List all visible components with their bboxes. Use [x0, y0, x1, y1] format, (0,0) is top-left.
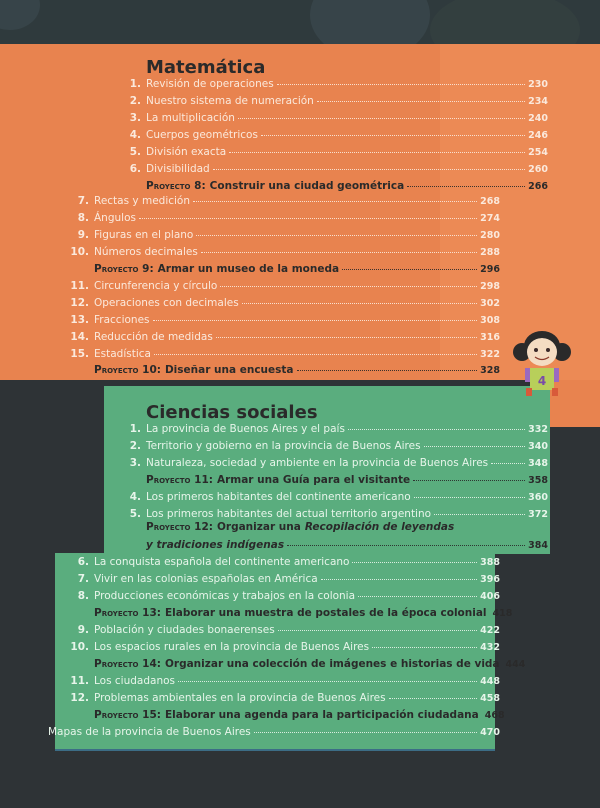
- page-number: 406: [480, 591, 500, 602]
- entry-title: Reducción de medidas: [94, 331, 213, 343]
- page-number: 280: [480, 230, 500, 241]
- leader-dots: [342, 268, 477, 270]
- entry-number: 3.: [129, 457, 141, 469]
- toc-project-entry[interactable]: [121, 474, 548, 491]
- toc-project-entry[interactable]: [121, 521, 548, 538]
- entry-title: La conquista española del continente americano: [94, 556, 350, 568]
- page-number: 234: [528, 96, 548, 107]
- toc-entry[interactable]: [121, 112, 548, 129]
- page-number: 316: [480, 332, 500, 343]
- entry-title: Los ciudadanos: [94, 675, 175, 687]
- entry-number: 12.: [70, 297, 89, 309]
- entry-title: Operaciones con decimales: [94, 297, 239, 309]
- toc-project-entry[interactable]: [69, 263, 500, 280]
- entry-number: 15.: [70, 348, 89, 360]
- leader-dots: [201, 251, 477, 253]
- page-number: 240: [528, 113, 548, 124]
- entry-title: Divisibilidad: [146, 163, 210, 175]
- entry-title: Diseñar una encuesta: [164, 364, 294, 376]
- page-number: 266: [528, 181, 548, 192]
- entry-number: 7.: [77, 195, 89, 207]
- page-number: 432: [480, 642, 500, 653]
- entry-number: 5.: [129, 146, 141, 158]
- entry-number: 8.: [77, 590, 89, 602]
- page-number: 384: [528, 540, 548, 551]
- toc-entry[interactable]: [69, 556, 500, 573]
- entry-number: 4.: [129, 491, 141, 503]
- toc-entry[interactable]: [69, 641, 500, 658]
- toc-entry[interactable]: [121, 423, 548, 440]
- entry-title: Elaborar una agenda para la participación ciudadana: [164, 709, 479, 721]
- project-keyword: Proyecto 12:: [146, 521, 213, 533]
- page-number: 246: [528, 130, 548, 141]
- page-number: 458: [480, 693, 500, 704]
- entry-title: Los primeros habitantes del actual territorio argentino: [146, 508, 432, 520]
- toc-entry[interactable]: [69, 229, 500, 246]
- leader-dots: [491, 462, 525, 464]
- page-number: 288: [480, 247, 500, 258]
- entry-title: Cuerpos geométricos: [146, 129, 258, 141]
- entry-title: Armar un museo de la moneda: [157, 263, 340, 275]
- toc-project-entry[interactable]: [69, 364, 500, 381]
- toc-project-entry[interactable]: [121, 539, 548, 556]
- entry-number: 6.: [129, 163, 141, 175]
- entry-title-italic: y tradiciones indígenas: [146, 539, 285, 551]
- leader-dots: [287, 544, 525, 546]
- entry-title: Problemas ambientales en la provincia de Buenos Aires: [94, 692, 386, 704]
- toc-entry[interactable]: [121, 457, 548, 474]
- toc-project-entry[interactable]: [69, 658, 526, 675]
- toc-entry[interactable]: [121, 440, 548, 457]
- page-number: 274: [480, 213, 500, 224]
- entry-title: Naturaleza, sociedad y ambiente en la provincia de Buenos Aires: [146, 457, 489, 469]
- leader-dots: [229, 151, 525, 153]
- entry-number: 11.: [70, 280, 89, 292]
- leader-dots: [242, 302, 477, 304]
- entry-number: 9.: [77, 624, 89, 636]
- project-keyword: Proyecto 11:: [146, 474, 213, 486]
- entry-title: Ángulos: [94, 212, 136, 224]
- entry-title: Nuestro sistema de numeración: [146, 95, 314, 107]
- entry-title: Armar una Guía para el visitante: [216, 474, 411, 486]
- entry-title: Vivir en las colonias españolas en América: [94, 573, 318, 585]
- leader-dots: [154, 353, 477, 355]
- gear-decoration-icon: [0, 0, 40, 30]
- leader-dots: [348, 428, 525, 430]
- page-number: 260: [528, 164, 548, 175]
- girl-mascot-icon: [512, 330, 572, 400]
- entry-number: 12.: [70, 692, 89, 704]
- entry-number: 6.: [77, 556, 89, 568]
- leader-dots: [358, 595, 477, 597]
- entry-number: 11.: [70, 675, 89, 687]
- page-number: 388: [480, 557, 500, 568]
- entry-title: Organizar una: [216, 521, 301, 533]
- page-number: 444: [505, 659, 526, 670]
- entry-title: La multiplicación: [146, 112, 235, 124]
- leader-dots: [414, 496, 525, 498]
- page-number: 332: [528, 424, 548, 435]
- leader-dots: [372, 646, 477, 648]
- leader-dots: [238, 117, 525, 119]
- leader-dots: [413, 479, 525, 481]
- page-number: 298: [480, 281, 500, 292]
- entry-number: 2.: [129, 440, 141, 452]
- leader-dots: [178, 680, 477, 682]
- entry-title: Organizar una colección de imágenes e historias de vida: [164, 658, 500, 670]
- entry-number: 5.: [129, 508, 141, 520]
- page-number: 470: [480, 727, 500, 738]
- toc-entry[interactable]: [69, 212, 500, 229]
- page-number: 422: [480, 625, 500, 636]
- entry-title: Figuras en el plano: [94, 229, 194, 241]
- page-number: 418: [492, 608, 513, 619]
- project-keyword: Proyecto 13:: [94, 607, 161, 619]
- entry-number: 4.: [129, 129, 141, 141]
- leader-dots: [153, 319, 478, 321]
- leader-dots: [193, 200, 477, 202]
- entry-number: 14.: [70, 331, 89, 343]
- toc-entry[interactable]: [69, 573, 500, 590]
- project-keyword: Proyecto 14:: [94, 658, 161, 670]
- page-number: 360: [528, 492, 548, 503]
- toc-entry[interactable]: [69, 675, 500, 692]
- page-number: 302: [480, 298, 500, 309]
- leader-dots: [407, 185, 525, 187]
- leader-dots: [297, 369, 478, 371]
- leader-dots: [277, 83, 525, 85]
- project-keyword: Proyecto 10:: [94, 364, 161, 376]
- project-keyword: Proyecto 9:: [94, 263, 154, 275]
- page-number: 340: [528, 441, 548, 452]
- leader-dots: [424, 445, 526, 447]
- entry-title: Producciones económicas y trabajos en la colonia: [94, 590, 356, 602]
- page-number: 254: [528, 147, 548, 158]
- leader-dots: [254, 731, 477, 733]
- entry-number: 1.: [129, 78, 141, 90]
- entry-number: 7.: [77, 573, 89, 585]
- toc-entry[interactable]: [43, 726, 500, 743]
- leader-dots: [434, 513, 525, 515]
- header-band: [0, 0, 600, 44]
- leader-dots: [321, 578, 478, 580]
- entry-title: La provincia de Buenos Aires y el país: [146, 423, 345, 435]
- page-number: 296: [480, 264, 500, 275]
- entry-number: 1.: [129, 423, 141, 435]
- entry-title-italic: Recopilación de leyendas: [304, 521, 455, 533]
- page-number: 468: [484, 710, 505, 721]
- entry-title: Estadística: [94, 348, 151, 360]
- entry-number: 10.: [70, 246, 89, 258]
- leader-dots: [278, 629, 477, 631]
- entry-title: Revisión de operaciones: [146, 78, 274, 90]
- toc-entry[interactable]: [69, 297, 500, 314]
- section-title-mathematics: Matemática: [146, 57, 266, 78]
- toc-entry[interactable]: [69, 280, 500, 297]
- toc-entry[interactable]: [69, 246, 500, 263]
- entry-title: Los primeros habitantes del continente americano: [146, 491, 411, 503]
- toc-project-entry[interactable]: [69, 709, 505, 726]
- entry-number: 2.: [129, 95, 141, 107]
- entry-title: Construir una ciudad geométrica: [209, 180, 405, 192]
- entry-title: Números decimales: [94, 246, 198, 258]
- leader-dots: [220, 285, 477, 287]
- leader-dots: [261, 134, 525, 136]
- toc-entry[interactable]: [69, 331, 500, 348]
- toc-entry[interactable]: [121, 129, 548, 146]
- leader-dots: [213, 168, 525, 170]
- leader-dots: [216, 336, 477, 338]
- page-number: 268: [480, 196, 500, 207]
- entry-title: Los espacios rurales en la provincia de Buenos Aires: [94, 641, 370, 653]
- leader-dots: [196, 234, 477, 236]
- leader-dots: [139, 217, 477, 219]
- leader-dots: [317, 100, 525, 102]
- entry-title: División exacta: [146, 146, 227, 158]
- toc-entry[interactable]: [69, 692, 500, 709]
- page-number: 372: [528, 509, 548, 520]
- toc-entry[interactable]: [121, 78, 548, 95]
- entry-number: 8.: [77, 212, 89, 224]
- page-number: 328: [480, 365, 500, 376]
- entry-number: 10.: [70, 641, 89, 653]
- toc-entry[interactable]: [121, 163, 548, 180]
- toc-entry[interactable]: [69, 590, 500, 607]
- toc-project-entry[interactable]: [69, 607, 513, 624]
- entry-title: Elaborar una muestra de postales de la época colonial: [164, 607, 487, 619]
- entry-number: 13.: [70, 314, 89, 326]
- leader-dots: [352, 561, 477, 563]
- entry-title: Circunferencia y círculo: [94, 280, 218, 292]
- page-number: 358: [528, 475, 548, 486]
- page-number: 308: [480, 315, 500, 326]
- entry-title: Población y ciudades bonaerenses: [94, 624, 275, 636]
- toc-entry[interactable]: [121, 95, 548, 112]
- project-keyword: Proyecto 8:: [146, 180, 206, 192]
- entry-number: 3.: [129, 112, 141, 124]
- toc-entry[interactable]: [69, 314, 500, 331]
- page-number: 322: [480, 349, 500, 360]
- toc-entry[interactable]: [69, 348, 500, 365]
- page-number: 348: [528, 458, 548, 469]
- toc-entry[interactable]: [121, 491, 548, 508]
- project-keyword: Proyecto 15:: [94, 709, 161, 721]
- entry-title: Rectas y medición: [94, 195, 191, 207]
- entry-title: Mapas de la provincia de Buenos Aires: [48, 726, 251, 738]
- entry-title: Fracciones: [94, 314, 150, 326]
- section-title-social-sciences: Ciencias sociales: [146, 402, 318, 423]
- page-number: 448: [480, 676, 500, 687]
- entry-number: 9.: [77, 229, 89, 241]
- toc-entry[interactable]: [69, 195, 500, 212]
- page-number: 230: [528, 79, 548, 90]
- entry-title: Territorio y gobierno en la provincia de Buenos Aires: [146, 440, 421, 452]
- toc-entry[interactable]: [69, 624, 500, 641]
- page-number: 396: [480, 574, 500, 585]
- toc-entry[interactable]: [121, 146, 548, 163]
- leader-dots: [389, 697, 478, 699]
- svg-text:4: 4: [537, 374, 547, 388]
